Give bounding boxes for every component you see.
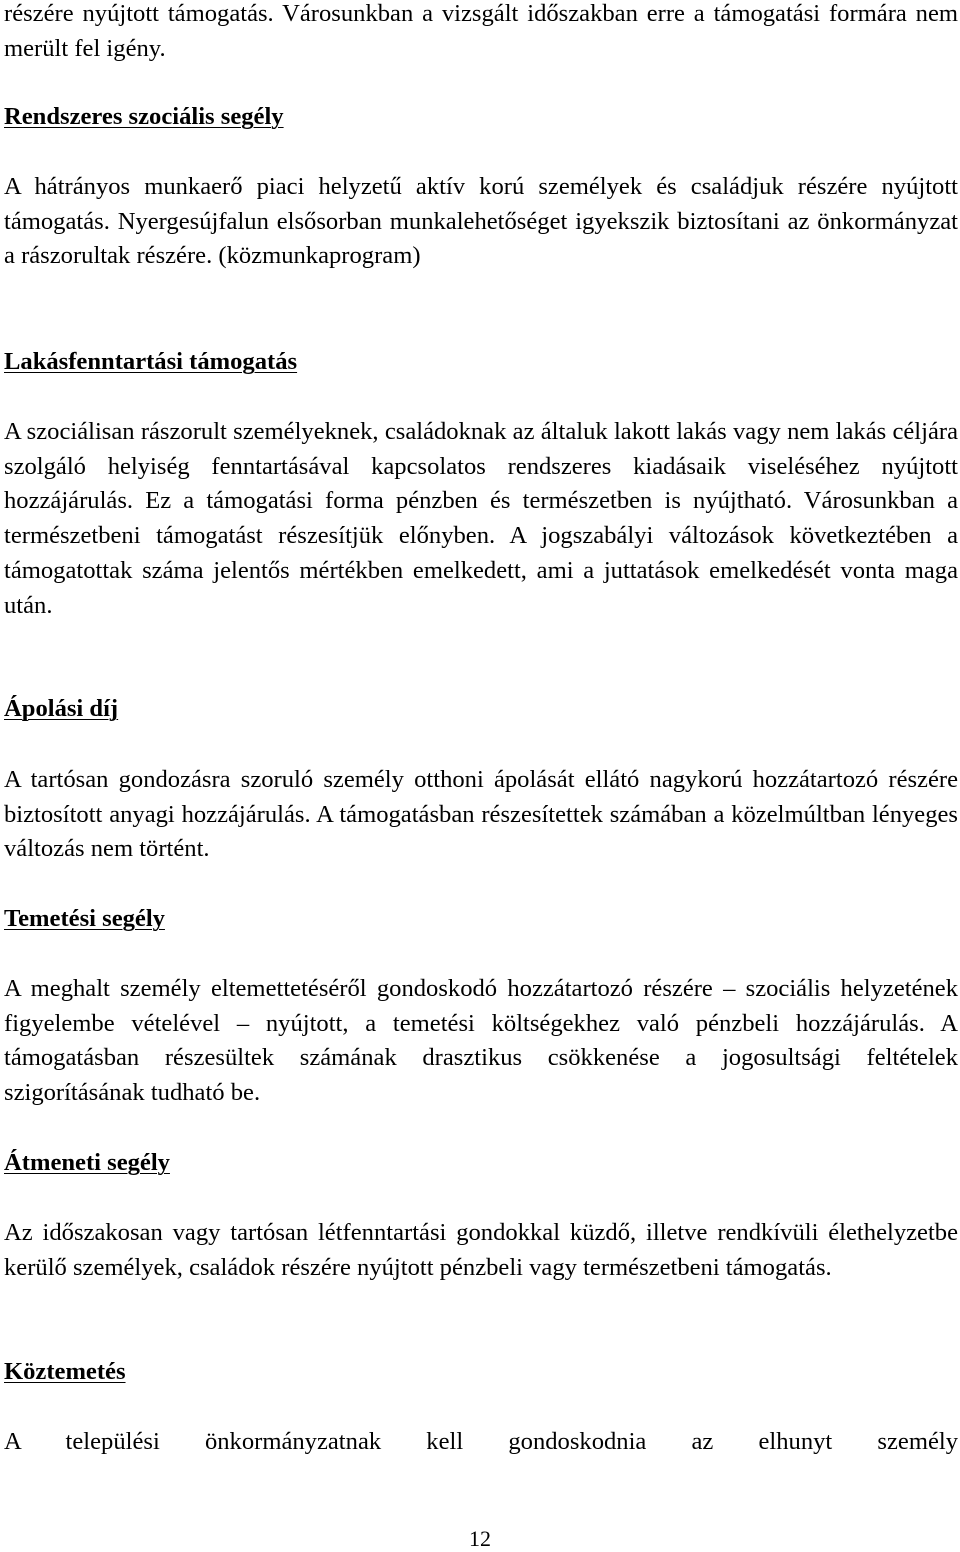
intro-paragraph: részére nyújtott támogatás. Városunkban a vizsgált időszakban erre a támogatási formára nem merült fel igény. [4, 0, 958, 62]
paragraph-apolasi-dij: A tartósan gondozásra szoruló személy otthoni ápolását ellátó nagykorú hozzátartozó részére biztosított anyagi hozzájárulás. A támogatásban részesítettek számában a közelmúltban lényeges változás nem történt. [4, 766, 958, 863]
paragraph-atmeneti-segely: Az időszakosan vagy tartósan létfenntartási gondokkal küzdő, illetve rendkívüli élethelyzetbe kerülő személyek, családok részére nyújtott pénzbeli vagy természetbeni támogatás. [4, 1219, 958, 1281]
page-number: 12 [469, 1526, 491, 1551]
paragraph-rendszeres-szocialis-segely: A hátrányos munkaerő piaci helyzetű aktív korú személyek és családjuk részére nyújtott támogatás. Nyergesújfalun elsősorban munkalehetőséget igyekszik biztosítani az önkormányzat a rászorultak részére. (közmunkaprogram) [4, 173, 958, 270]
paragraph-lakasfenntartasi-tamogatas: A szociálisan rászorult személyeknek, családoknak az általuk lakott lakás vagy nem lakás céljára szolgáló helyiség fenntartásával kapcsolatos rendszeres kiadásaik viseléséhez nyújtott hozzájárulás. Ez a támogatási forma pénzben és természetben is nyújtható. Városunkban a természetbeni támogatást részesítjük előnyben. A jogszabályi változások következtében a támogatottak száma jelentős mértékben emelkedett, ami a juttatások emelkedését vonta maga után. [4, 418, 958, 619]
heading-koztemetes: Köztemetés [4, 1358, 126, 1385]
heading-temetesi-segely: Temetési segély [4, 905, 165, 932]
heading-apolasi-dij: Ápolási díj [4, 695, 119, 722]
heading-atmeneti-segely: Átmeneti segély [4, 1149, 170, 1176]
heading-lakasfenntartasi-tamogatas: Lakásfenntartási támogatás [4, 348, 298, 375]
paragraph-koztemetes: A települési önkormányzatnak kell gondoskodnia az elhunyt személy [4, 1428, 958, 1455]
heading-rendszeres-szocialis-segely: Rendszeres szociális segély [4, 103, 284, 130]
paragraph-temetesi-segely: A meghalt személy eltemettetéséről gondoskodó hozzátartozó részére – szociális helyzetének figyelembe vételével – nyújtott, a temetési költségekhez való pénzbeli hozzájárulás. A támogatásban részesültek számának drasztikus csökkenése a jogosultsági feltételek szigorításának tudható be. [4, 975, 958, 1107]
